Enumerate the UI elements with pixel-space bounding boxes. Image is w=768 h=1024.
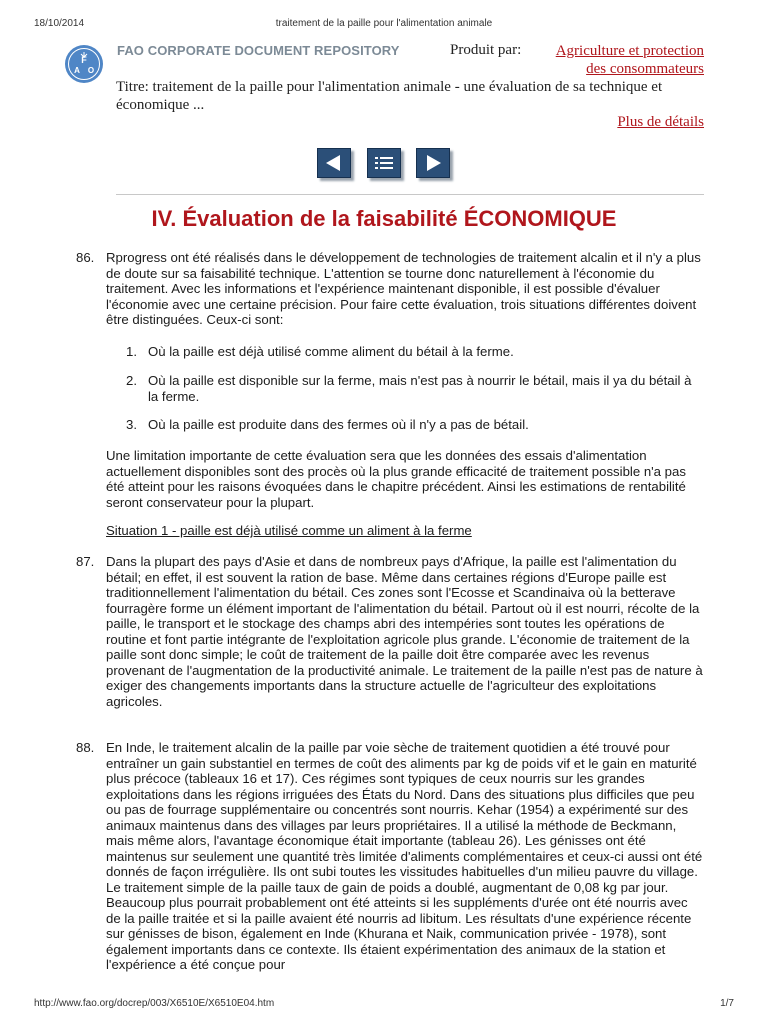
paragraph-88: En Inde, le traitement alcalin de la paille par voie sèche de traitement quotidien a été trouvé pour entraîner un gain substantiel en termes de coût des aliments par kg de poids vif et le gain en maturité plus précoce (tableaux 16 et 17). Ces régimes sont typiques de ceux nourris sur les grandes exploitations dans les régions irriguées des États du Nord. Dans des situations plus difficiles que peu ou pas de fourrage supplémentaire ou concentrés sont nourris. Kehar (1954) a expérimenté sur des animaux maintenus dans des villages par leurs propriétaires. Il a utilisé la méthode de Beckmann, mais même alors, l'avantage économique était importante (tableau 26). Les génisses ont été maintenus sur seulement une quantité très limitée d'aliments complémentaires et ceux-ci aussi ont été donnés de façon irrégulière. Ils ont subi toutes les vissitudes habituelles d'un milieu pauvre du village. Le traitement simple de la paille taux de gain de poids a doublé, augmentant de 0,08 kg par jour. Beaucoup plus pourrait probablement ont été atteints si les suppléments d'urée ont été nourris avec de la paille traitée et si la paille avaient été nourris ad libitum. Les résultats d'une expérience récente sur génisses de bison, également en Inde (Khurana et Naik, communication privée - 1978), sont également importants dans ce contexte. Ils étaient expérimentation des animaux de la station et l'expérience a été conçue pour xyxy=(106,740,703,972)
contents-button[interactable] xyxy=(367,148,401,178)
paragraph-86: Rprogress ont été réalisés dans le développement de technologies de traitement alcalin et il n'y a plus de doute sur sa faisabilité technique. L'attention se tourne donc naturellement à l'économie du traitement. Avec les informations et l'expérience maintenant disponible, il est possible d'évaluer l'économie avec une certaine précision. Pour faire cette évaluation, trois situations différentes doivent être distinguées. Ceux-ci sont: xyxy=(106,250,701,327)
more-details-link[interactable]: Plus de détails xyxy=(617,114,704,130)
list-item-number: 2. xyxy=(126,373,137,388)
print-page-counter: 1/7 xyxy=(720,998,734,1009)
svg-text:F: F xyxy=(81,55,87,65)
list-item-number: 3. xyxy=(126,417,137,432)
print-date: 18/10/2014 xyxy=(34,18,85,29)
print-url: http://www.fao.org/docrep/003/X6510E/X6510E04.htm xyxy=(34,998,275,1009)
situation-1-heading: Situation 1 - paille est déjà utilisé comme un aliment à la ferme xyxy=(106,523,472,538)
paragraph-number-87: 87. xyxy=(76,554,95,569)
list-item-text: Où la paille est disponible sur la ferme, mais n'est pas à nourrir le bétail, mais il ya du bétail à la ferme. xyxy=(148,373,692,404)
previous-button[interactable] xyxy=(317,148,351,178)
svg-text:A: A xyxy=(74,66,80,75)
section-heading: IV. Évaluation de la faisabilité ÉCONOMIQUE xyxy=(151,206,617,231)
produit-label: Produit par: xyxy=(450,42,522,58)
repository-title: FAO CORPORATE DOCUMENT REPOSITORY xyxy=(117,43,400,58)
previous-arrow-icon xyxy=(318,149,350,177)
svg-text:O: O xyxy=(87,66,95,75)
fao-logo-icon xyxy=(64,44,104,84)
print-header xyxy=(0,18,768,32)
list-item-text: Où la paille est produite dans des fermes où il n'y a pas de bétail. xyxy=(148,417,529,432)
print-page-title: traitement de la paille pour l'alimentation animale xyxy=(275,18,493,29)
paragraph-number-86: 86. xyxy=(76,250,95,265)
list-item-text: Où la paille est déjà utilisé comme aliment du bétail à la ferme. xyxy=(148,344,514,359)
navigation-bar xyxy=(317,148,451,182)
print-footer xyxy=(0,998,768,1012)
produit-link[interactable] xyxy=(530,42,704,78)
list-item-number: 1. xyxy=(126,344,137,359)
limitation-paragraph: Une limitation importante de cette évaluation sera que les données des essais d'alimentation actuellement disponibles sont des procès où la plus grande efficacité de traitement possible n'a pas été atteint pour les raisons évoquées dans le chapitre précédent. Ainsi les estimations de rentabilité seront conservateur pour la plupart. xyxy=(106,448,686,510)
produit-link-line1[interactable]: Agriculture et protection xyxy=(555,43,704,59)
paragraph-number-88: 88. xyxy=(76,740,95,755)
divider xyxy=(116,194,704,195)
table-of-contents-icon xyxy=(368,149,400,177)
paragraph-87: Dans la plupart des pays d'Asie et dans de nombreux pays d'Afrique, la paille est l'alimentation du bétail; en effet, il est souvent la ration de base. Même dans certaines régions d'Europe paille est traditionnellement l'alimentation du bétail. Ces zones sont l'Ecosse et Scandinaiva où la betterave fourragère forme un élément important de l'alimentation du bétail. Partout où il est nourri, récolte de la paille, le transport et le stockage des champs abri des intempéries sont toutes les opérations de routine et font partie intégrante de l'exploitation agricole plus grande. L'économie de traitement de la paille sont donc simple; le coût de traitement de la paille doit être comparée avec les revenus provenant de l'augmentation de la productivité animale. Le traitement de la paille n'est pas de nature à exiger des changements importants dans la structure actuelle de l'agriculteur des exploitations agricoles. xyxy=(106,554,703,709)
next-button[interactable] xyxy=(416,148,450,178)
produit-link-line2[interactable]: des consommateurs xyxy=(586,61,704,77)
next-arrow-icon xyxy=(417,149,449,177)
document-title: Titre: traitement de la paille pour l'alimentation animale - une évaluation de sa technique et économique ... xyxy=(116,79,663,113)
